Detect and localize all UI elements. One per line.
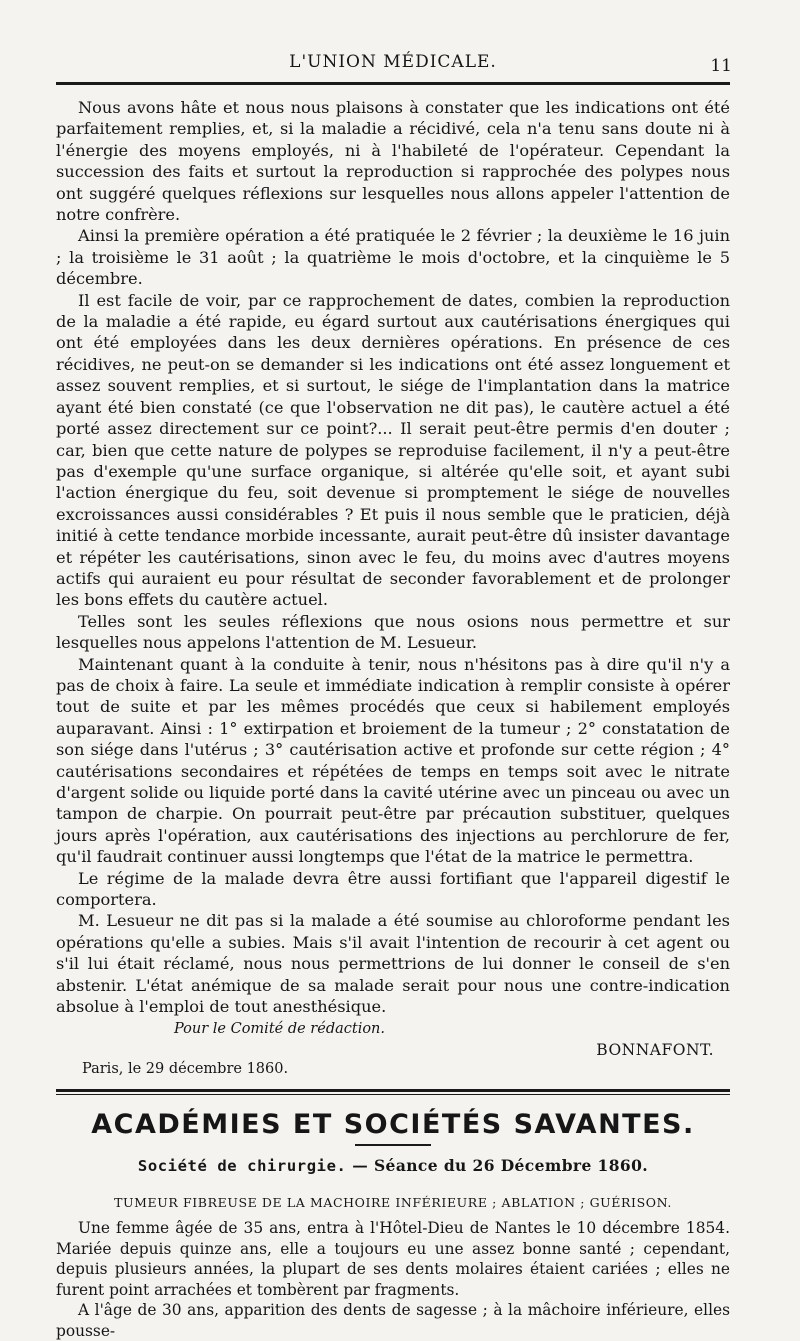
- paragraph: Il est facile de voir, par ce rapprochement de dates, combien la reproduction de la maladie a été rapide, eu égard surtout aux cautérisations énergiques qui ont été employées dans les deux dernières opérations. En présence de ces récidives, ne peut-on se demander si les indications ont été assez longuement et assez souvent remplies, et si surtout, le siége de l'implantation dans la matrice ayant été bien constaté (ce que l'observation ne dit pas), le cautère actuel a été porté assez directement sur ce point?... Il serait peut-être permis d'en douter ; car, bien que cette nature de polypes se reproduise facilement, il n'y a peut-être pas d'exemple qu'une surface organique, si altérée qu'elle soit, et ayant subi l'action énergique du feu, soit devenue si promptement le siége de nouvelles excroissances aussi considérables ? Et puis il nous semble que le praticien, déjà initié à cette tendance morbide incessante, aurait peut-être dû insister davantage et répéter les cautérisations, sinon avec le feu, du moins avec d'autres moyens actifs qui auraient eu pour résultat de seconder favorablement et de prolonger les bons effets du cautère actuel.: [56, 290, 730, 610]
- paragraph: M. Lesueur ne dit pas si la malade a été soumise au chloroforme pendant les opérations qu'elle a subies. Mais s'il avait l'intention de recourir à cet agent ou s'il lui était réclamé, nous nous permettrions de lui donner le conseil de s'en abstenir. L'état anémique de sa malade serait pour nous une contre-indication absolue à l'emploi de tout anesthésique.: [56, 911, 730, 1017]
- title-rule: [355, 1144, 431, 1146]
- article-title: TUMEUR FIBREUSE DE LA MACHOIRE INFÉRIEURE ; ABLATION ; GUÉRISON.: [114, 1195, 672, 1211]
- paragraph: Nous avons hâte et nous nous plaisons à constater que les indications ont été parfaitement remplies, et, si la maladie a récidivé, cela n'a tenu sans doute ni à l'énergie des moyens employés, ni à l'habileté de l'opérateur. Cependant la succession des faits et surtout la reproduction si rapprochée des polypes nous ont suggéré quelques réflexions sur lesquelles nous allons appeler l'attention de notre confrère.: [56, 98, 730, 225]
- paragraph: A l'âge de 30 ans, apparition des dents de sagesse ; à la mâchoire inférieure, elles pousse-: [56, 1301, 730, 1340]
- paragraph: Maintenant quant à la conduite à tenir, nous n'hésitons pas à dire qu'il n'y a pas de choix à faire. La seule et immédiate indication à remplir consiste à opérer tout de suite et par les mêmes procédés que ceux si habilement employés auparavant. Ainsi : 1° extirpation et broiement de la tumeur ; 2° constatation de son siége dans l'utérus ; 3° cautérisation active et profonde sur cette région ; 4° cautérisations secondaires et répétées de temps en temps soit avec le nitrate d'argent solide ou liquide porté dans la cavité utérine avec un pinceau ou avec un tampon de charpie. On pourrait peut-être par précaution substituer, quelques jours après l'opération, aux cautérisations des injections au perchlorure de fer, qu'il faudrait continuer aussi longtemps que l'état de la matrice le permettra.: [56, 654, 730, 867]
- committee-line: Pour le Comité de rédaction.: [174, 1021, 386, 1038]
- section-divider: [56, 1089, 730, 1095]
- paragraph: Une femme âgée de 35 ans, entra à l'Hôtel-Dieu de Nantes le 10 décembre 1854. Mariée depuis quinze ans, elle a toujours eu une assez bonne santé ; cependant, depuis plusieurs années, la plupart de ses dents molaires étaient cariées ; elles ne furent point arrachées et tombèrent par fragments.: [56, 1219, 730, 1299]
- paragraph: Le régime de la malade devra être aussi fortifiant que l'appareil digestif le comportera.: [56, 868, 730, 910]
- page-number: 11: [710, 56, 732, 76]
- running-title: L'UNION MÉDICALE.: [289, 52, 497, 72]
- session-heading: [56, 1156, 730, 1175]
- session-date: — Séance du 26 Décembre 1860.: [346, 1156, 649, 1176]
- editorial-body: [56, 97, 730, 1085]
- signature: BONNAFONT.: [596, 1041, 714, 1060]
- paragraph: Ainsi la première opération a été pratiquée le 2 février ; la deuxième le 16 juin ; la troisième le 31 août ; la quatrième le mois d'octobre, et la cinquième le 5 décembre.: [56, 226, 730, 289]
- page-header: [56, 46, 730, 85]
- dateline: Paris, le 29 décembre 1860.: [82, 1061, 289, 1078]
- paragraph: Telles sont les seules réflexions que nous osions nous permettre et sur lesquelles nous appelons l'attention de M. Lesueur.: [56, 611, 730, 653]
- society-name: Société de chirurgie.: [137, 1157, 347, 1176]
- signature-block: [56, 1039, 730, 1085]
- section-title: ACADÉMIES ET SOCIÉTÉS SAVANTES.: [91, 1109, 695, 1141]
